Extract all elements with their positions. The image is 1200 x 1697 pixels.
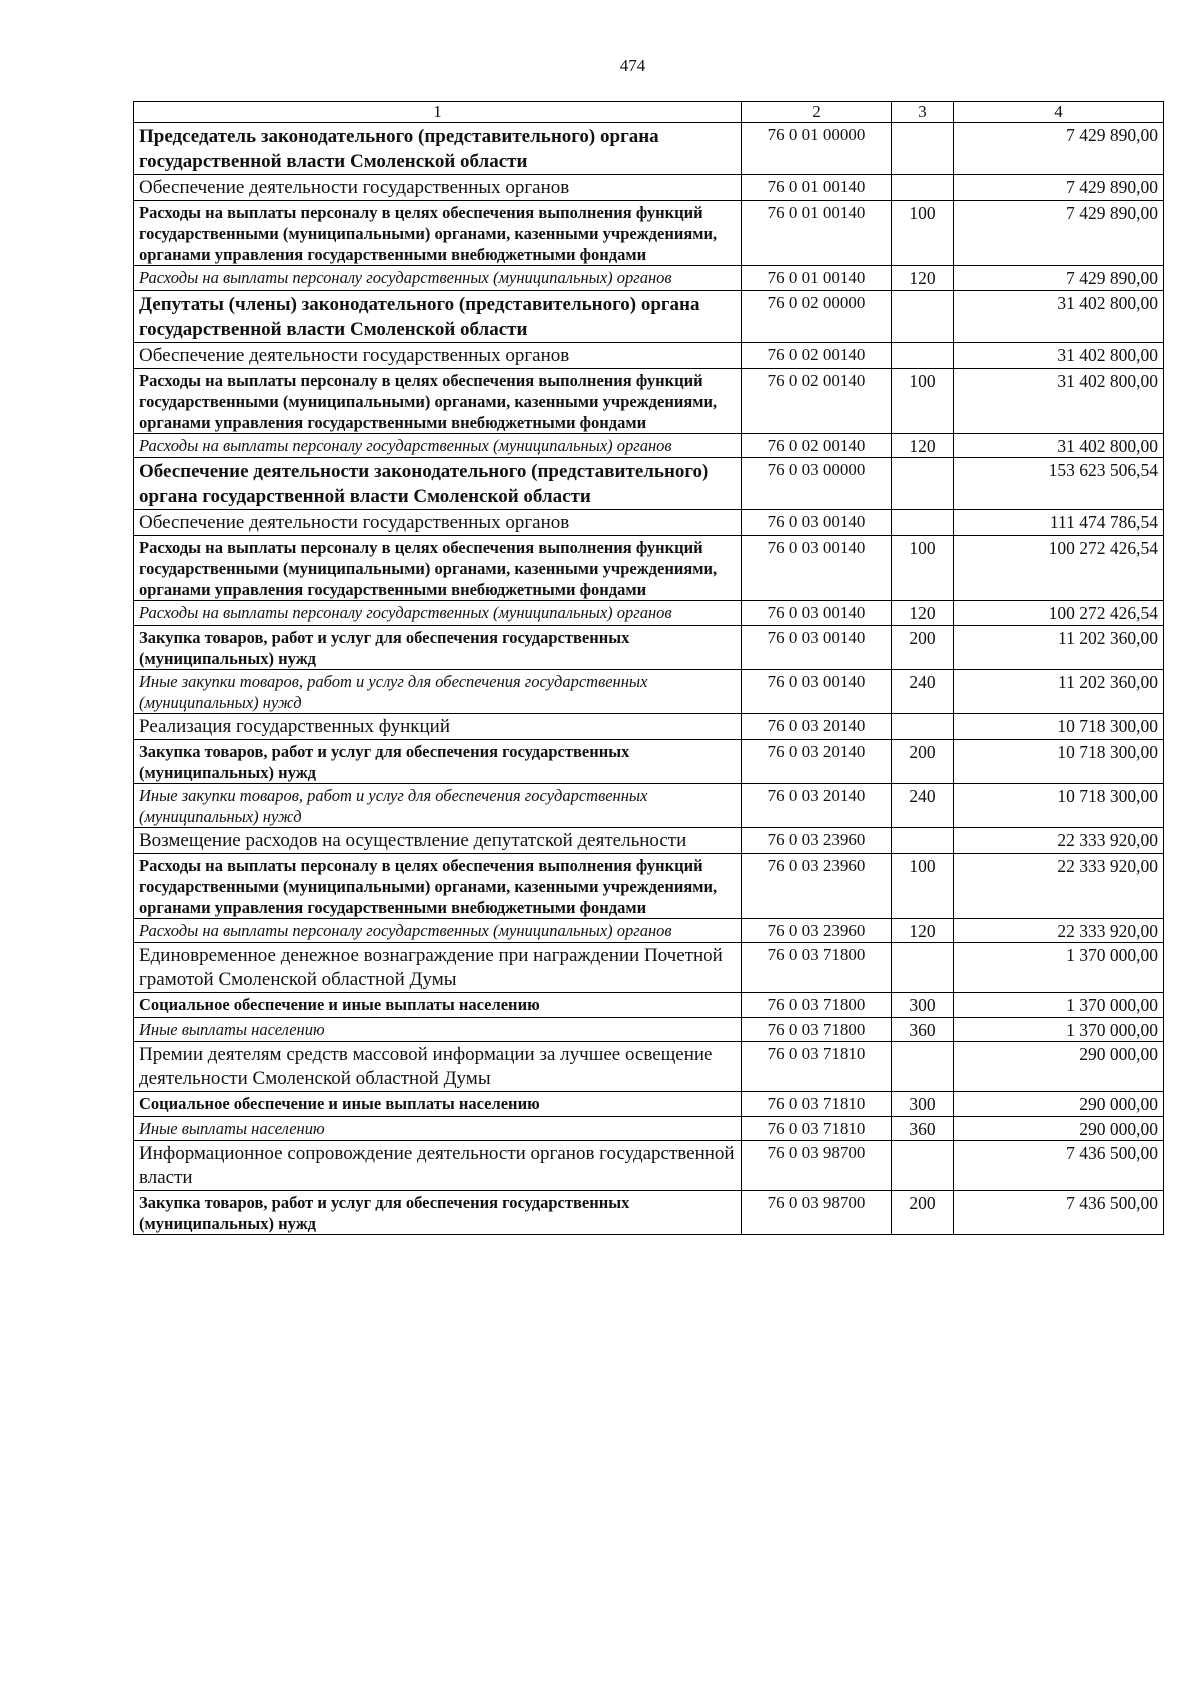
row-name: Закупка товаров, работ и услуг для обеспечения государственных (муниципальных) нужд (134, 625, 742, 669)
row-target-code: 76 0 02 00140 (742, 342, 892, 368)
row-target-code: 76 0 02 00000 (742, 290, 892, 342)
row-target-code: 76 0 03 00140 (742, 669, 892, 713)
table-row (134, 625, 1164, 669)
table-row (134, 123, 1164, 175)
row-expense-type (892, 1042, 954, 1092)
table-row (134, 713, 1164, 739)
table-body (134, 123, 1164, 1235)
row-amount: 22 333 920,00 (954, 827, 1164, 853)
row-amount: 31 402 800,00 (954, 290, 1164, 342)
page-number: 474 (619, 56, 646, 75)
table-row (134, 266, 1164, 291)
row-name: Иные закупки товаров, работ и услуг для обеспечения государственных (муниципальных) нужд (134, 783, 742, 827)
row-name: Социальное обеспечение и иные выплаты населению (134, 1092, 742, 1117)
row-amount: 7 429 890,00 (954, 266, 1164, 291)
row-amount: 22 333 920,00 (954, 918, 1164, 943)
row-target-code: 76 0 01 00140 (742, 266, 892, 291)
row-amount: 10 718 300,00 (954, 713, 1164, 739)
row-name: Иные закупки товаров, работ и услуг для обеспечения государственных (муниципальных) нужд (134, 669, 742, 713)
row-expense-type: 100 (892, 536, 954, 601)
row-amount: 11 202 360,00 (954, 625, 1164, 669)
table-row (134, 601, 1164, 626)
row-name: Обеспечение деятельности законодательного (представительного) органа государственной власти Смоленской области (134, 458, 742, 510)
table-row (134, 1042, 1164, 1092)
row-expense-type (892, 290, 954, 342)
row-target-code: 76 0 03 00140 (742, 510, 892, 536)
row-amount: 1 370 000,00 (954, 993, 1164, 1018)
row-expense-type (892, 943, 954, 993)
table-row (134, 1017, 1164, 1042)
row-target-code: 76 0 03 71810 (742, 1092, 892, 1117)
row-name: Иные выплаты населению (134, 1017, 742, 1042)
table-row (134, 943, 1164, 993)
row-amount: 7 429 890,00 (954, 175, 1164, 201)
table-row (134, 853, 1164, 918)
row-name: Информационное сопровождение деятельности органов государственной власти (134, 1141, 742, 1191)
row-target-code: 76 0 02 00140 (742, 433, 892, 458)
row-expense-type: 300 (892, 1092, 954, 1117)
row-expense-type: 120 (892, 601, 954, 626)
row-target-code: 76 0 03 98700 (742, 1141, 892, 1191)
row-target-code: 76 0 03 00140 (742, 536, 892, 601)
row-target-code: 76 0 03 71810 (742, 1116, 892, 1141)
row-name: Расходы на выплаты персоналу государственных (муниципальных) органов (134, 601, 742, 626)
table-row (134, 290, 1164, 342)
table-row (134, 342, 1164, 368)
row-name: Обеспечение деятельности государственных органов (134, 342, 742, 368)
row-amount: 11 202 360,00 (954, 669, 1164, 713)
row-amount: 153 623 506,54 (954, 458, 1164, 510)
row-amount: 7 429 890,00 (954, 201, 1164, 266)
row-target-code: 76 0 03 71810 (742, 1042, 892, 1092)
row-name: Закупка товаров, работ и услуг для обеспечения государственных (муниципальных) нужд (134, 739, 742, 783)
row-expense-type: 360 (892, 1017, 954, 1042)
row-target-code: 76 0 01 00000 (742, 123, 892, 175)
table-row (134, 669, 1164, 713)
header-col-3: 3 (892, 102, 954, 123)
row-expense-type: 200 (892, 739, 954, 783)
row-expense-type (892, 123, 954, 175)
row-target-code: 76 0 01 00140 (742, 175, 892, 201)
table-header-row (134, 102, 1164, 123)
row-expense-type: 120 (892, 918, 954, 943)
table-row (134, 1191, 1164, 1235)
row-target-code: 76 0 01 00140 (742, 201, 892, 266)
table-row (134, 993, 1164, 1018)
row-expense-type: 120 (892, 266, 954, 291)
row-name: Расходы на выплаты персоналу в целях обеспечения выполнения функций государственными (муниципальными) органами, казенными учреждениями, органами управления государственными внебюджетными фондами (134, 368, 742, 433)
row-amount: 7 436 500,00 (954, 1141, 1164, 1191)
row-name: Социальное обеспечение и иные выплаты населению (134, 993, 742, 1018)
row-target-code: 76 0 03 23960 (742, 853, 892, 918)
row-expense-type (892, 342, 954, 368)
row-expense-type: 240 (892, 783, 954, 827)
row-target-code: 76 0 02 00140 (742, 368, 892, 433)
row-expense-type: 120 (892, 433, 954, 458)
row-amount: 7 429 890,00 (954, 123, 1164, 175)
table-row (134, 368, 1164, 433)
row-target-code: 76 0 03 23960 (742, 918, 892, 943)
row-target-code: 76 0 03 98700 (742, 1191, 892, 1235)
row-target-code: 76 0 03 71800 (742, 1017, 892, 1042)
table-row (134, 536, 1164, 601)
row-expense-type (892, 713, 954, 739)
row-name: Расходы на выплаты персоналу в целях обеспечения выполнения функций государственными (муниципальными) органами, казенными учреждениями, органами управления государственными внебюджетными фондами (134, 201, 742, 266)
row-expense-type (892, 827, 954, 853)
row-amount: 290 000,00 (954, 1116, 1164, 1141)
row-name: Обеспечение деятельности государственных органов (134, 510, 742, 536)
row-amount: 111 474 786,54 (954, 510, 1164, 536)
row-target-code: 76 0 03 71800 (742, 943, 892, 993)
row-amount: 290 000,00 (954, 1042, 1164, 1092)
row-amount: 31 402 800,00 (954, 342, 1164, 368)
row-expense-type: 240 (892, 669, 954, 713)
header-col-4: 4 (954, 102, 1164, 123)
row-target-code: 76 0 03 20140 (742, 739, 892, 783)
table-row (134, 1141, 1164, 1191)
row-expense-type: 360 (892, 1116, 954, 1141)
row-name: Расходы на выплаты персоналу государственных (муниципальных) органов (134, 433, 742, 458)
row-amount: 31 402 800,00 (954, 433, 1164, 458)
row-name: Реализация государственных функций (134, 713, 742, 739)
table-row (134, 739, 1164, 783)
row-target-code: 76 0 03 00140 (742, 601, 892, 626)
row-amount: 10 718 300,00 (954, 739, 1164, 783)
row-expense-type (892, 458, 954, 510)
table-row (134, 175, 1164, 201)
row-target-code: 76 0 03 00000 (742, 458, 892, 510)
table-row (134, 510, 1164, 536)
row-target-code: 76 0 03 00140 (742, 625, 892, 669)
row-amount: 22 333 920,00 (954, 853, 1164, 918)
table-row (134, 1116, 1164, 1141)
row-amount: 1 370 000,00 (954, 943, 1164, 993)
row-amount: 100 272 426,54 (954, 536, 1164, 601)
row-name: Обеспечение деятельности государственных органов (134, 175, 742, 201)
row-expense-type (892, 1141, 954, 1191)
row-name: Расходы на выплаты персоналу государственных (муниципальных) органов (134, 266, 742, 291)
row-name: Возмещение расходов на осуществление депутатской деятельности (134, 827, 742, 853)
row-target-code: 76 0 03 20140 (742, 783, 892, 827)
row-amount: 100 272 426,54 (954, 601, 1164, 626)
row-expense-type: 100 (892, 368, 954, 433)
row-name: Премии деятелям средств массовой информации за лучшее освещение деятельности Смоленской областной Думы (134, 1042, 742, 1092)
header-col-1: 1 (134, 102, 742, 123)
row-name: Расходы на выплаты персоналу государственных (муниципальных) органов (134, 918, 742, 943)
row-amount: 31 402 800,00 (954, 368, 1164, 433)
row-expense-type: 100 (892, 853, 954, 918)
row-name: Единовременное денежное вознаграждение при награждении Почетной грамотой Смоленской областной Думы (134, 943, 742, 993)
header-col-2: 2 (742, 102, 892, 123)
row-expense-type: 100 (892, 201, 954, 266)
row-name: Расходы на выплаты персоналу в целях обеспечения выполнения функций государственными (муниципальными) органами, казенными учреждениями, органами управления государственными внебюджетными фондами (134, 536, 742, 601)
row-amount: 1 370 000,00 (954, 1017, 1164, 1042)
table-row (134, 201, 1164, 266)
row-amount: 7 436 500,00 (954, 1191, 1164, 1235)
table-row (134, 783, 1164, 827)
table-row (134, 433, 1164, 458)
row-target-code: 76 0 03 23960 (742, 827, 892, 853)
table-row (134, 458, 1164, 510)
row-name: Председатель законодательного (представительного) органа государственной власти Смоленской области (134, 123, 742, 175)
table-row (134, 827, 1164, 853)
row-expense-type: 300 (892, 993, 954, 1018)
row-amount: 290 000,00 (954, 1092, 1164, 1117)
row-name: Закупка товаров, работ и услуг для обеспечения государственных (муниципальных) нужд (134, 1191, 742, 1235)
row-expense-type: 200 (892, 625, 954, 669)
row-expense-type (892, 510, 954, 536)
table-row (134, 918, 1164, 943)
row-target-code: 76 0 03 20140 (742, 713, 892, 739)
table-row (134, 1092, 1164, 1117)
row-expense-type (892, 175, 954, 201)
row-expense-type: 200 (892, 1191, 954, 1235)
budget-table (133, 101, 1164, 1235)
row-name: Депутаты (члены) законодательного (представительного) органа государственной власти Смоленской области (134, 290, 742, 342)
row-name: Расходы на выплаты персоналу в целях обеспечения выполнения функций государственными (муниципальными) органами, казенными учреждениями, органами управления государственными внебюджетными фондами (134, 853, 742, 918)
row-target-code: 76 0 03 71800 (742, 993, 892, 1018)
row-amount: 10 718 300,00 (954, 783, 1164, 827)
row-name: Иные выплаты населению (134, 1116, 742, 1141)
